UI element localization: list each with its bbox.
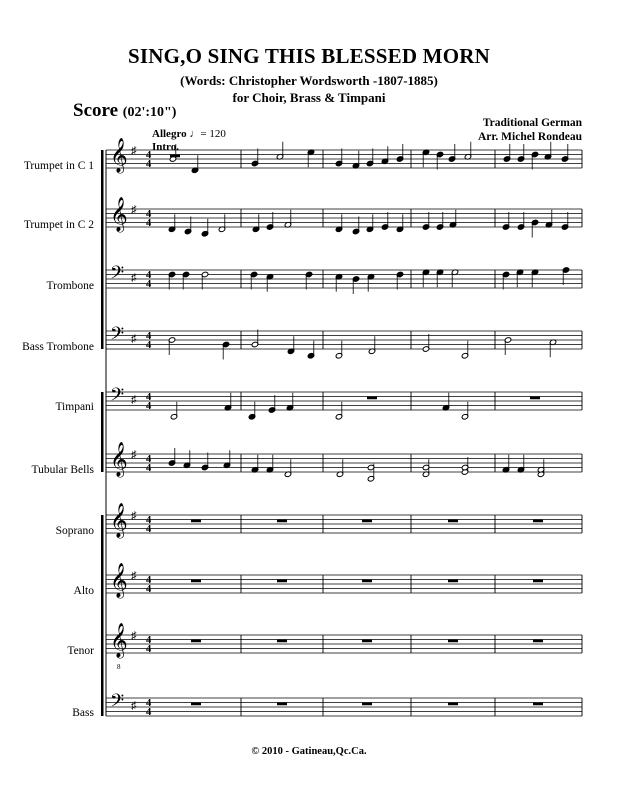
time-signature-numerator: 4 xyxy=(146,270,152,281)
time-signature-numerator: 4 xyxy=(146,331,152,342)
page-title: SING,O SING THIS BLESSED MORN xyxy=(128,44,490,68)
sharp-icon: ♯ xyxy=(131,145,137,157)
sharp-icon: ♯ xyxy=(131,393,137,406)
bass-clef-icon: 𝄢 xyxy=(110,263,125,288)
instrument-label-trombone: Trombone xyxy=(46,280,94,292)
whole-rest-icon xyxy=(533,640,543,643)
whole-rest-icon xyxy=(448,640,458,643)
whole-rest-icon xyxy=(533,580,543,583)
sharp-icon: ♯ xyxy=(131,630,137,642)
sharp-icon: ♯ xyxy=(131,204,137,216)
time-signature-numerator: 4 xyxy=(146,515,152,526)
whole-rest-icon xyxy=(533,703,543,706)
time-signature-denominator: 4 xyxy=(146,401,152,412)
time-signature-denominator: 4 xyxy=(146,584,152,595)
bass-clef-icon: 𝄢 xyxy=(110,691,125,716)
whole-rest-icon xyxy=(191,640,201,643)
sharp-icon: ♯ xyxy=(131,271,137,284)
time-signature-denominator: 4 xyxy=(146,707,152,718)
percussion-bracket xyxy=(101,392,104,472)
score-label-text: Score xyxy=(73,100,119,121)
tempo-bpm: = 120 xyxy=(200,128,226,140)
bass-clef-icon: 𝄢 xyxy=(110,385,125,410)
composer-credit: Traditional German xyxy=(482,117,582,129)
time-signature-denominator: 4 xyxy=(146,463,152,474)
copyright-footer: © 2010 - Gatineau,Qc.Ca. xyxy=(251,746,367,757)
whole-rest-icon xyxy=(362,640,372,643)
choir-bracket xyxy=(101,515,104,716)
time-signature-numerator: 4 xyxy=(146,392,152,403)
instrument-label-trumpet-2: Trumpet in C 2 xyxy=(23,219,94,231)
whole-rest-icon xyxy=(277,703,287,706)
time-signature-denominator: 4 xyxy=(146,644,152,655)
instrument-label-tubular-bells: Tubular Bells xyxy=(31,464,94,476)
time-signature-numerator: 4 xyxy=(146,150,152,161)
octave-below-icon: 8 xyxy=(117,663,121,671)
whole-rest-icon xyxy=(277,520,287,523)
instrument-label-alto: Alto xyxy=(73,585,94,597)
treble-clef-icon: 𝄞 xyxy=(110,442,128,477)
treble-clef-icon: 𝄞 xyxy=(110,563,128,598)
section-label: Intro. xyxy=(152,141,179,153)
whole-rest-icon xyxy=(277,640,287,643)
time-signature-denominator: 4 xyxy=(146,340,152,351)
quarter-note-icon: ♩ xyxy=(189,128,201,140)
sharp-icon: ♯ xyxy=(131,449,137,461)
instrument-label-bass: Bass xyxy=(72,707,94,719)
whole-rest-icon xyxy=(367,397,377,400)
treble-clef-icon: 𝄞 xyxy=(110,503,128,538)
whole-rest-icon xyxy=(191,580,201,583)
tempo-text: Allegro xyxy=(152,128,187,140)
time-signature-numerator: 4 xyxy=(146,698,152,709)
instrument-label-soprano: Soprano xyxy=(55,525,94,537)
bass-clef-icon: 𝄢 xyxy=(110,324,125,349)
time-signature-numerator: 4 xyxy=(146,635,152,646)
sharp-icon: ♯ xyxy=(131,332,137,345)
brass-bracket xyxy=(101,150,104,349)
whole-rest-icon xyxy=(191,520,201,523)
whole-rest-icon xyxy=(362,703,372,706)
time-signature-numerator: 4 xyxy=(146,454,152,465)
time-signature-denominator: 4 xyxy=(146,218,152,229)
whole-rest-icon xyxy=(448,520,458,523)
sharp-icon: ♯ xyxy=(131,570,137,582)
time-signature-denominator: 4 xyxy=(146,159,152,170)
time-signature-denominator: 4 xyxy=(146,279,152,290)
treble-clef-icon: 𝄞 xyxy=(110,138,128,173)
whole-rest-icon xyxy=(277,580,287,583)
score-duration: (02':10") xyxy=(122,105,177,120)
instrument-label-trumpet-1: Trumpet in C 1 xyxy=(23,160,94,172)
sharp-icon: ♯ xyxy=(131,510,137,522)
whole-rest-icon xyxy=(191,703,201,706)
whole-rest-icon xyxy=(362,520,372,523)
time-signature-numerator: 4 xyxy=(146,575,152,586)
arranger-credit: Arr. Michel Rondeau xyxy=(477,131,582,143)
whole-rest-icon xyxy=(530,397,540,400)
whole-rest-icon xyxy=(448,703,458,706)
whole-rest-icon xyxy=(533,520,543,523)
whole-rest-icon xyxy=(362,580,372,583)
time-signature-numerator: 4 xyxy=(146,209,152,220)
whole-rest-icon xyxy=(448,580,458,583)
instrument-label-timpani: Timpani xyxy=(55,401,94,413)
instrument-label-bass-trombone: Bass Trombone xyxy=(22,341,94,353)
sharp-icon: ♯ xyxy=(131,699,137,712)
treble-clef-icon: 𝄞 xyxy=(110,623,128,658)
lyricist-credit: (Words: Christopher Wordsworth -1807-1885) xyxy=(180,73,438,88)
treble-clef-icon: 𝄞 xyxy=(110,197,128,232)
whole-rest-icon xyxy=(170,155,180,158)
time-signature-denominator: 4 xyxy=(146,524,152,535)
instrumentation-note: for Choir, Brass & Timpani xyxy=(232,90,386,105)
instrument-label-tenor: Tenor xyxy=(67,645,94,657)
